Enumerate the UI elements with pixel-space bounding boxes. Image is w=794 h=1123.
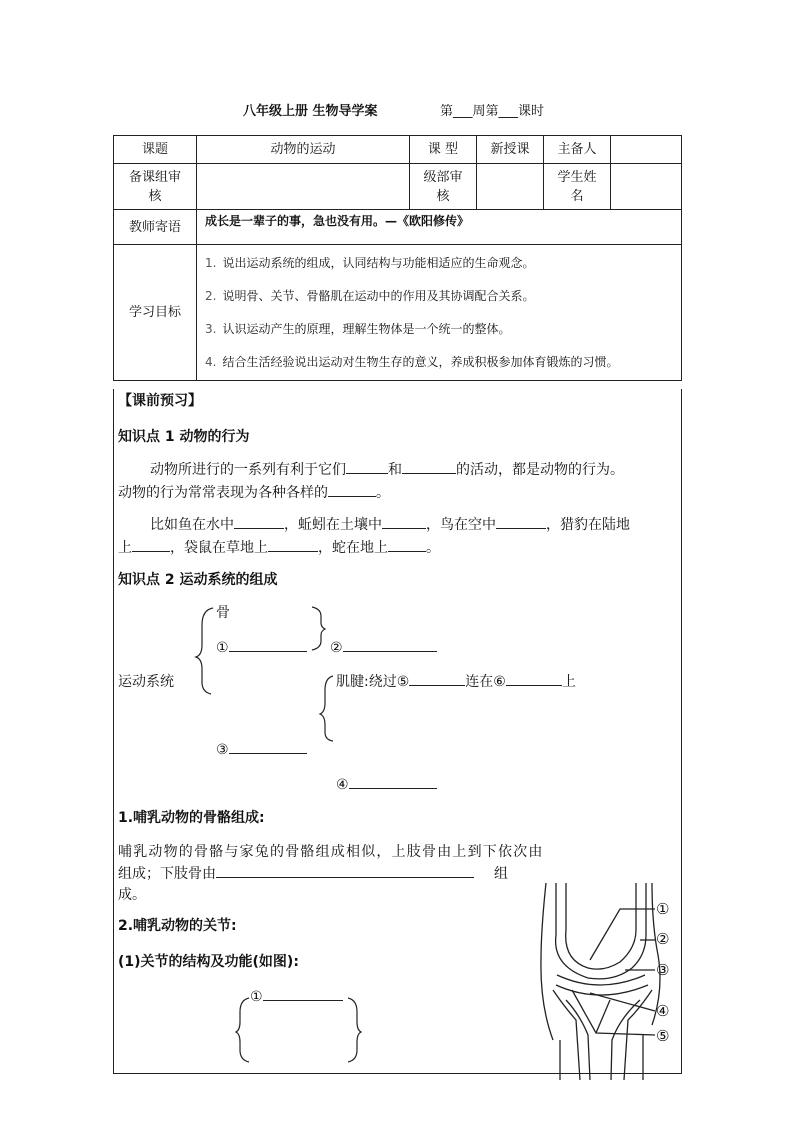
goal-item: 3. 认识运动产生的原理，理解生物体是一个统一的整体。 bbox=[205, 321, 511, 336]
preparer-label: 主备人 bbox=[544, 136, 611, 164]
blank-2-row: ② bbox=[330, 637, 437, 656]
figure-label-1: ① bbox=[656, 900, 670, 918]
blank-1-row: ① bbox=[216, 637, 307, 656]
figure-label-5: ⑤ bbox=[656, 1027, 670, 1045]
bone-label: 骨 bbox=[216, 605, 230, 621]
section-2-sub: (1)关节的结构及功能(如图): bbox=[118, 954, 299, 970]
section-1-heading: 1.哺乳动物的骨骼组成: bbox=[118, 810, 265, 826]
section-1-line-1: 哺乳动物的骨骼与家兔的骨骼组成相似，上肢骨由上到下依次由 bbox=[118, 844, 544, 860]
preview-heading: 【课前预习】 bbox=[118, 393, 202, 409]
kp1-line-1: 动物所进行的一系列有利于它们 和 的活动，都是动物的行为。 bbox=[150, 459, 624, 479]
motto-text: 成长是一辈子的事，急也没有用。—《欧阳修传》 bbox=[197, 210, 682, 245]
goals-label: 学习目标 bbox=[114, 245, 197, 381]
capsule-left bbox=[541, 883, 553, 1040]
motion-system-label: 运动系统 bbox=[118, 674, 174, 690]
goal-item: 4. 结合生活经验说出运动对生物生存的意义，养成积极参加体育锻炼的习惯。 bbox=[205, 354, 619, 369]
blank-3-row: ③ bbox=[216, 739, 307, 758]
week-lesson: 第___周第___课时 bbox=[440, 104, 545, 119]
figure-label-4: ④ bbox=[656, 1002, 670, 1020]
grade-review-label: 级部审 核 bbox=[410, 164, 477, 210]
kp1-line-4: 上 ，袋鼠在草地上 ，蛇在地上 。 bbox=[118, 537, 440, 557]
leader-5b bbox=[596, 1000, 610, 1033]
review-label: 备课组审 核 bbox=[114, 164, 197, 210]
kp1-line-3: 比如鱼在水中 ，蚯蚓在土壤中 ，鸟在空中 ，猎豹在陆地 bbox=[150, 514, 630, 534]
joint-blank-row: ① bbox=[250, 986, 343, 1005]
leader-4 bbox=[590, 993, 655, 1011]
leader-1 bbox=[590, 909, 655, 960]
type-label: 课 型 bbox=[410, 136, 477, 164]
upper-bone bbox=[566, 883, 636, 969]
lower-bone-left bbox=[553, 990, 580, 1080]
cavity-line bbox=[557, 975, 645, 985]
upper-bone-outline bbox=[556, 883, 646, 979]
section-1-line-3: 成。 bbox=[118, 887, 146, 903]
goal-item: 1. 说出运动系统的组成，认同结构与功能相适应的生命观念。 bbox=[205, 255, 535, 270]
type-value: 新授课 bbox=[477, 136, 544, 164]
tendon-row: 肌腱:绕过⑤ 连在⑥ 上 bbox=[336, 671, 576, 691]
motto-label: 教师寄语 bbox=[114, 210, 197, 245]
topic-label: 课题 bbox=[114, 136, 197, 164]
kp1-line-2: 动物的行为常常表现为各种各样的 。 bbox=[118, 482, 390, 502]
knowledge-point-1: 知识点 1 动物的行为 bbox=[118, 429, 250, 445]
figure-label-2: ② bbox=[656, 930, 670, 948]
section-1-line-2: 组成；下肢骨由 组 bbox=[118, 863, 508, 883]
figure-label-3: ③ bbox=[656, 961, 670, 979]
section-2-heading: 2.哺乳动物的关节: bbox=[118, 918, 237, 934]
knowledge-point-2: 知识点 2 运动系统的组成 bbox=[118, 572, 278, 588]
cartilage-line bbox=[556, 985, 648, 995]
goal-item: 2. 说明骨、关节、骨骼肌在运动中的作用及其协调配合关系。 bbox=[205, 288, 535, 303]
page-title: 八年级上册 生物导学案 bbox=[243, 104, 378, 119]
blank-4-row: ④ bbox=[336, 774, 437, 793]
topic-value: 动物的运动 bbox=[197, 136, 410, 164]
student-name-label: 学生姓 名 bbox=[544, 164, 611, 210]
